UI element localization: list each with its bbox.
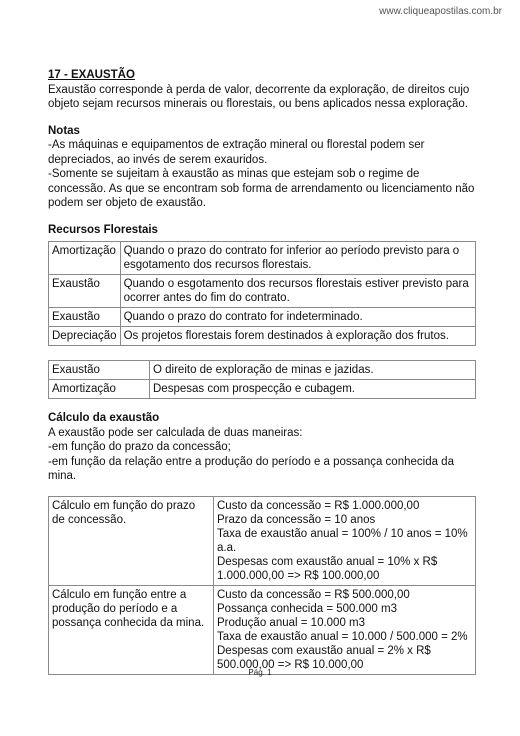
detail-line: Possança conhecida = 500.000 m3	[217, 602, 397, 615]
row-label: Depreciação	[49, 327, 121, 346]
table-row	[49, 585, 476, 674]
table-row	[49, 361, 476, 380]
row-label: Amortização	[49, 242, 121, 275]
notes-heading: Notas	[48, 124, 80, 137]
document-body	[48, 68, 476, 675]
calculo-table	[48, 496, 476, 675]
note-line: -Somente se sujeitam à exaustão as minas que estejam sob o regime de concessão. As que se encontram sob forma de arrendamento ou licenciamento não podem ser objeto de exaustão.	[48, 168, 475, 209]
table-row	[49, 496, 476, 585]
row-text: Quando o prazo do contrato for indeterminado.	[120, 308, 475, 327]
row-label: Exaustão	[49, 361, 150, 380]
detail-line: Custo da concessão = R$ 500.000,00	[217, 588, 410, 601]
calculo-line: A exaustão pode ser calculada de duas maneiras:	[48, 426, 303, 439]
calculo-line: -em função da relação entre a produção do período e a possança conhecida da mina.	[48, 455, 454, 482]
row-text: O direito de exploração de minas e jazidas.	[150, 361, 476, 380]
detail-line: Produção anual = 10.000 m3	[217, 616, 366, 629]
row-text: Quando o esgotamento dos recursos florestais estiver previsto para ocorrer antes do fim do contrato.	[120, 275, 475, 308]
table-row	[49, 308, 476, 327]
section-intro: Exaustão corresponde à perda de valor, decorrente da exploração, de direitos cujo objeto sejam recursos minerais ou florestais, ou bens aplicados nessa exploração.	[48, 83, 470, 110]
note-line: -As máquinas e equipamentos de extração mineral ou florestal podem ser depreciados, ao invés de serem exauridos.	[48, 139, 425, 166]
row-label: Exaustão	[49, 275, 121, 308]
minas-table	[48, 360, 476, 399]
row-details	[214, 496, 476, 585]
detail-line: Taxa de exaustão anual = 10.000 / 500.000 = 2%	[217, 630, 468, 643]
recursos-table	[48, 241, 476, 346]
row-label: Exaustão	[49, 308, 121, 327]
row-text: Os projetos florestais forem destinados à exploração dos frutos.	[120, 327, 475, 346]
detail-line: Despesas com exaustão anual = 2% x R$ 500.000,00 => R$ 10.000,00	[217, 644, 431, 671]
row-label: Cálculo em função entre a produção do período e a possança conhecida da mina.	[49, 585, 214, 674]
table-row	[49, 380, 476, 399]
table-row	[49, 242, 476, 275]
recursos-heading: Recursos Florestais	[48, 223, 158, 236]
row-details	[214, 585, 476, 674]
row-label: Amortização	[49, 380, 150, 399]
site-url: www.cliqueapostilas.com.br	[379, 6, 502, 17]
section-title: 17 - EXAUSTÃO	[48, 69, 135, 81]
table-row	[49, 275, 476, 308]
row-text: Quando o prazo do contrato for inferior ao período previsto para o esgotamento dos recursos florestais.	[120, 242, 475, 275]
calculo-heading: Cálculo da exaustão	[48, 412, 160, 424]
detail-line: Despesas com exaustão anual = 10% x R$ 1.000.000,00 => R$ 100.000,00	[217, 555, 438, 582]
detail-line: Prazo da concessão = 10 anos	[217, 513, 376, 526]
calculo-line: -em função do prazo da concessão;	[48, 441, 231, 453]
row-label: Cálculo em função do prazo de concessão.	[49, 496, 214, 585]
detail-line: Taxa de exaustão anual = 100% / 10 anos = 10% a.a.	[217, 527, 468, 554]
table-row	[49, 327, 476, 346]
row-text: Despesas com prospecção e cubagem.	[150, 380, 476, 399]
page-number: Pág. 1	[248, 668, 272, 677]
detail-line: Custo da concessão = R$ 1.000.000,00	[217, 499, 420, 512]
